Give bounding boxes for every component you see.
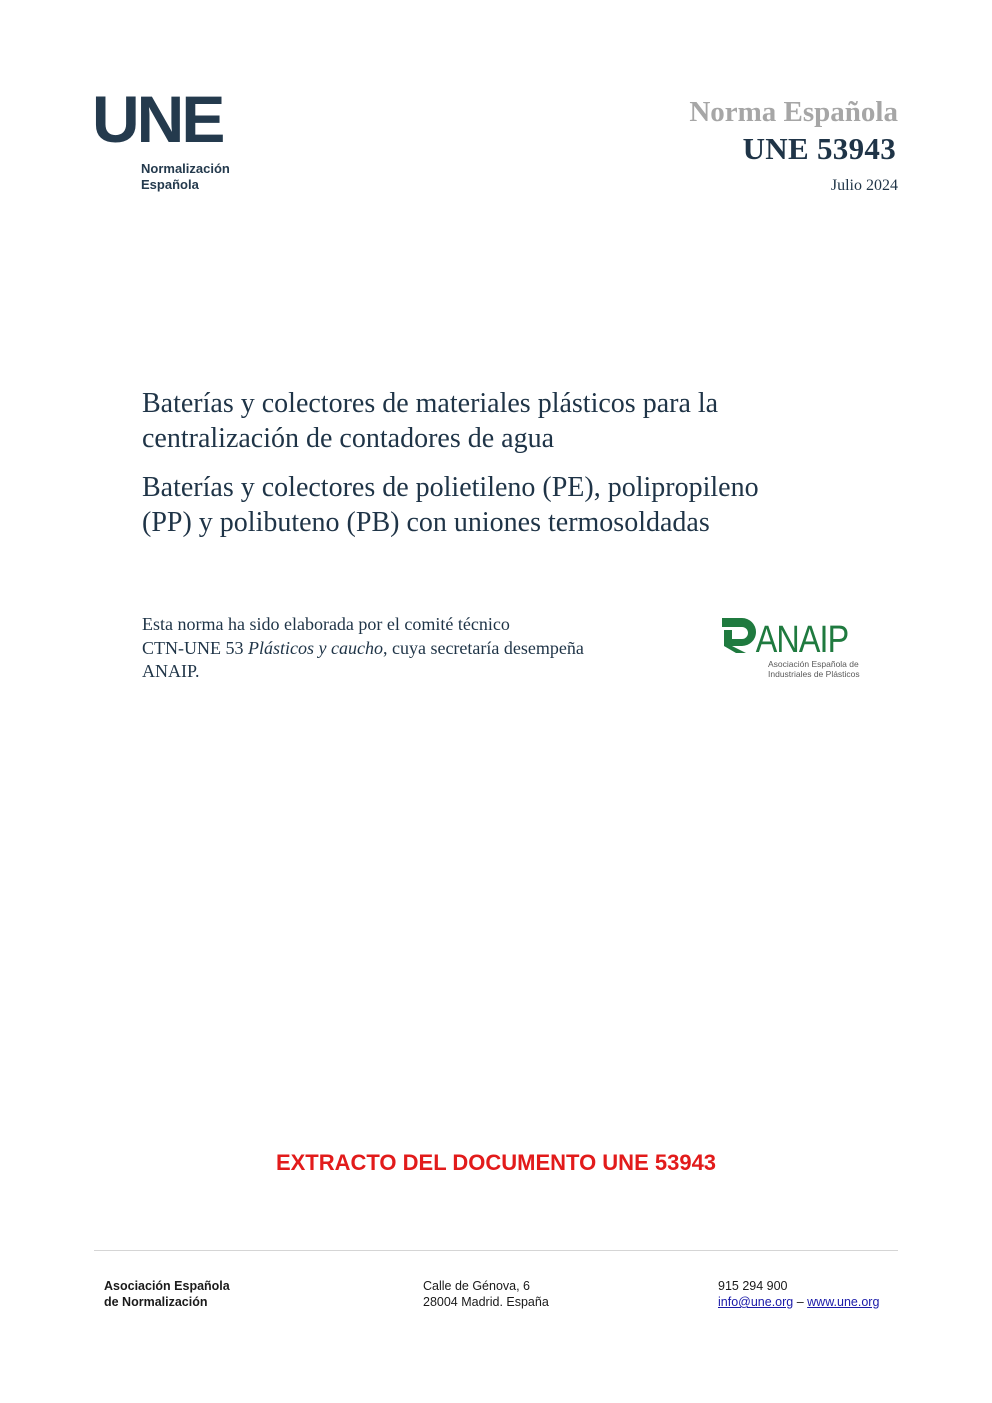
extract-notice: EXTRACTO DEL DOCUMENTO UNE 53943	[275, 1150, 717, 1175]
main-title-line2: centralización de contadores de agua	[142, 423, 555, 454]
website-link[interactable]: www.une.org	[807, 1295, 880, 1309]
email-link[interactable]: info@une.org	[718, 1295, 794, 1309]
committee-line1: Esta norma ha sido elaborada por el comité técnico	[142, 614, 510, 634]
footer-link-separator: –	[793, 1295, 808, 1309]
committee-line2	[142, 637, 682, 661]
anaip-logo	[720, 615, 860, 685]
committee-name: Plásticos y caucho	[248, 637, 383, 658]
committee-line3: ANAIP.	[142, 661, 200, 681]
footer-address-line2: 28004 Madrid. España	[423, 1295, 549, 1309]
footer-phone: 915 294 900	[718, 1279, 788, 1293]
footer-address-line1: Calle de Génova, 6	[423, 1279, 531, 1293]
committee-rest: , cuya secretaría desempeña	[382, 637, 584, 658]
norma-label: Norma Española	[689, 96, 898, 128]
footer-divider	[94, 1250, 898, 1251]
footer-org-line1: Asociación Española	[104, 1279, 230, 1293]
main-title-line1: Baterías y colectores de materiales plásticos para la	[142, 388, 719, 419]
sub-title	[142, 470, 882, 540]
footer-organization	[104, 1278, 230, 1310]
main-title	[142, 386, 882, 456]
anaip-emblem-icon	[722, 618, 756, 653]
sub-title-line2: (PP) y polibuteno (PB) con uniones termosoldadas	[142, 507, 710, 538]
anaip-logo-mark	[720, 615, 860, 657]
une-logo-mark	[92, 90, 232, 150]
committee-code: CTN-UNE 53	[142, 637, 248, 658]
une-logo-text: UNE	[92, 90, 223, 150]
logo-subtitle-line2: Española	[141, 177, 199, 192]
une-logo	[92, 90, 232, 200]
sub-title-line1: Baterías y colectores de polietileno (PE), polipropileno	[142, 472, 759, 503]
footer-links	[718, 1294, 879, 1310]
norma-code: UNE 53943	[742, 131, 896, 166]
anaip-logo-text: ANAIP	[755, 618, 849, 657]
footer-contact	[718, 1278, 879, 1310]
footer-org-line2: de Normalización	[104, 1295, 208, 1309]
committee-statement	[142, 613, 682, 684]
logo-subtitle-line1: Normalización	[141, 161, 230, 176]
footer-address	[423, 1278, 549, 1310]
anaip-subtitle-line2: Industriales de Plásticos	[768, 669, 860, 679]
anaip-subtitle-line1: Asociación Española de	[768, 659, 859, 669]
norma-date: Julio 2024	[830, 177, 898, 194]
